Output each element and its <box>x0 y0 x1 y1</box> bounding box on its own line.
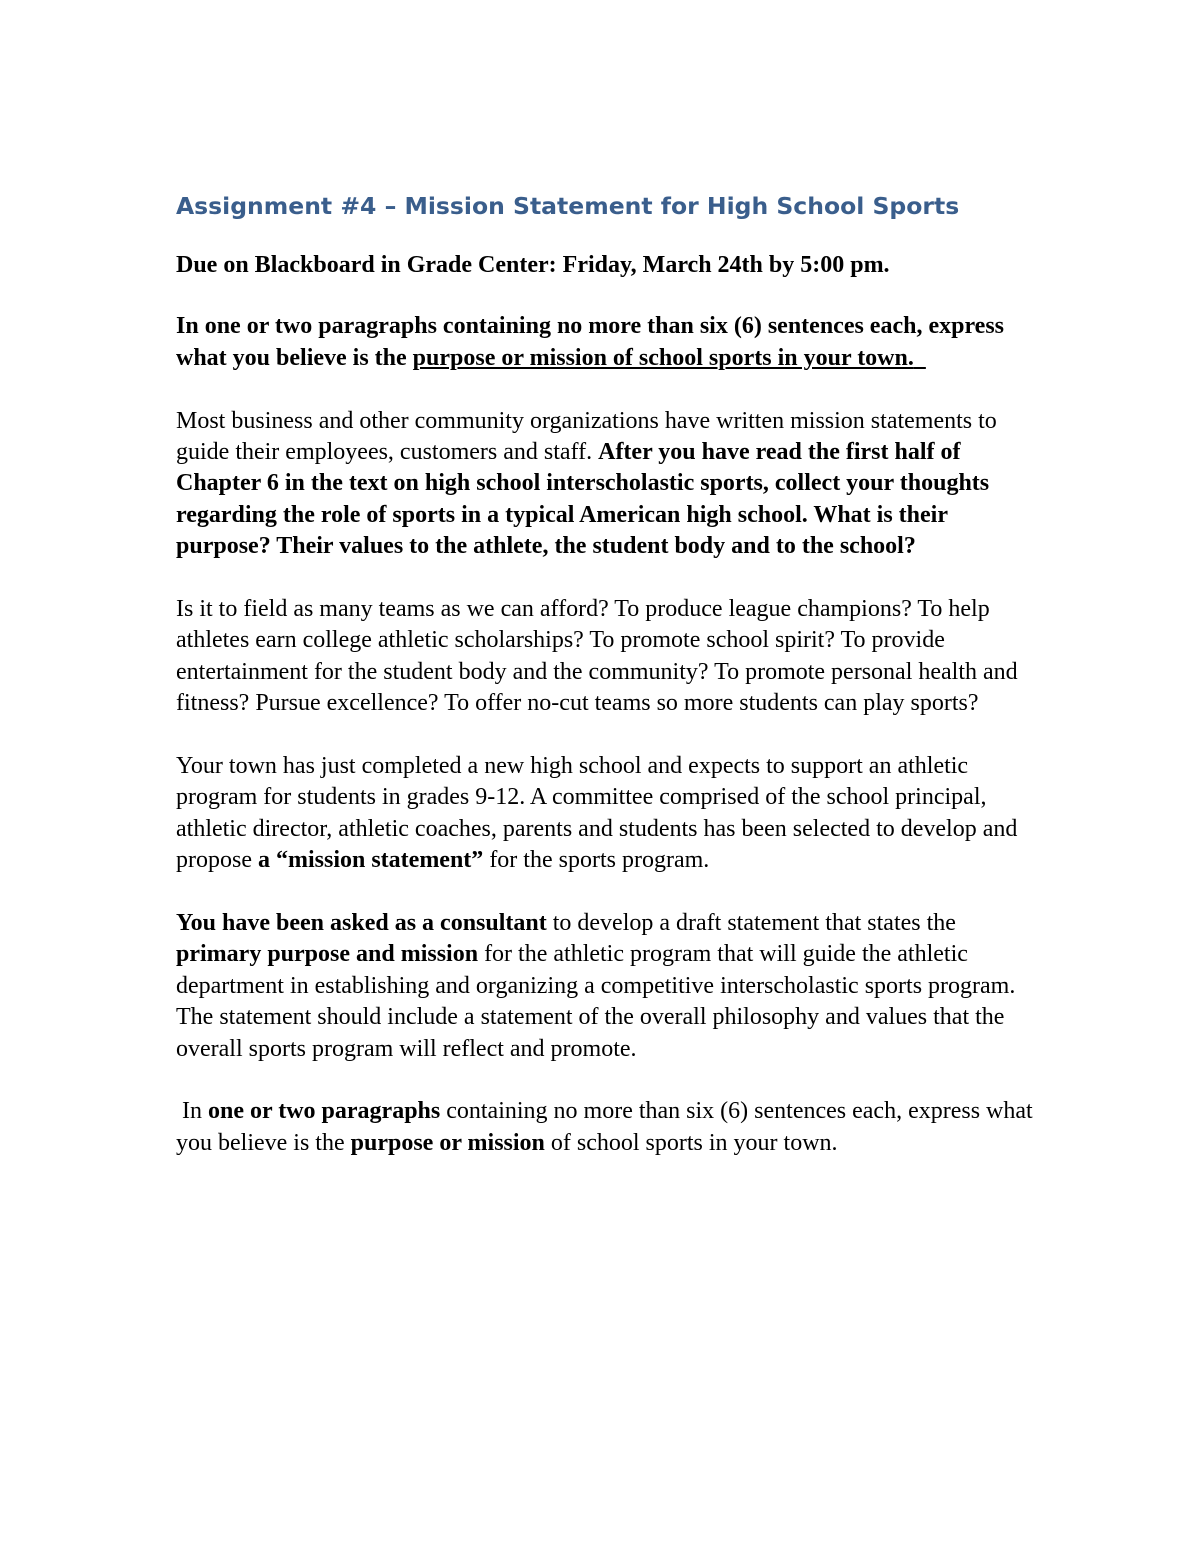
consultant-plain-1: to develop a draft statement that states the <box>546 910 956 937</box>
town-paragraph <box>176 751 1036 877</box>
consultant-plain-2: for the athletic program that will guide the athletic department in establishing and organizing a competitive interscholastic sports program. The statement should include a statement of the overall philosophy and values that the overall sports program will reflect and promote. <box>176 941 1016 1062</box>
town-plain-1: Your town has just completed a new high school and expects to support an athletic program for students in grades 9-12. A committee comprised of the school principal, athletic director, athletic coaches, parents and students has been selected to develop and propose <box>176 753 1018 874</box>
town-bold: a “mission statement” <box>257 847 484 874</box>
business-paragraph <box>176 406 1036 563</box>
questions-paragraph: Is it to field as many teams as we can afford? To produce league champions? To help athletes earn college athletic scholarships? To promote school spirit? To provide entertainment for the student body and the community? To promote personal health and fitness? Pursue excellence? To offer no-cut teams so more students can play sports? <box>176 596 1018 717</box>
consultant-paragraph <box>176 908 1036 1065</box>
consultant-bold-2: primary purpose and mission <box>176 941 479 968</box>
final-plain-2: containing no more than six (6) sentences each, express what you believe is the <box>176 1098 1033 1156</box>
final-bold-2: purpose or mission <box>350 1129 545 1156</box>
instruction-paragraph <box>176 311 1036 374</box>
final-plain-1: In <box>176 1098 208 1125</box>
assignment-title: Assignment #4 – Mission Statement for High School Sports <box>176 192 960 220</box>
business-bold: After you have read the first half of Chapter 6 in the text on high school interscholastic sports, collect your thoughts regarding the role of sports in a typical American high school. What is their purpose? Their values to the athlete, the student body and to the school? <box>176 439 990 560</box>
instruction-text: In one or two paragraphs containing no more than six (6) sentences each, express what you believe is the <box>176 313 1005 371</box>
due-date-line: Due on Blackboard in Grade Center: Friday, March 24th by 5:00 pm. <box>176 252 890 278</box>
final-plain-3: of school sports in your town. <box>544 1129 838 1156</box>
consultant-bold-1: You have been asked as a consultant <box>176 910 547 937</box>
instruction-underline-tail <box>914 345 926 371</box>
instruction-underlined: purpose or mission of school sports in your town. <box>412 344 914 371</box>
business-plain: Most business and other community organizations have written mission statements to guide their employees, customers and staff. <box>176 407 997 466</box>
town-plain-2: for the sports program. <box>483 847 710 874</box>
final-paragraph <box>176 1096 1036 1159</box>
document-body <box>176 188 1036 1191</box>
final-bold-1: one or two paragraphs <box>208 1098 441 1125</box>
